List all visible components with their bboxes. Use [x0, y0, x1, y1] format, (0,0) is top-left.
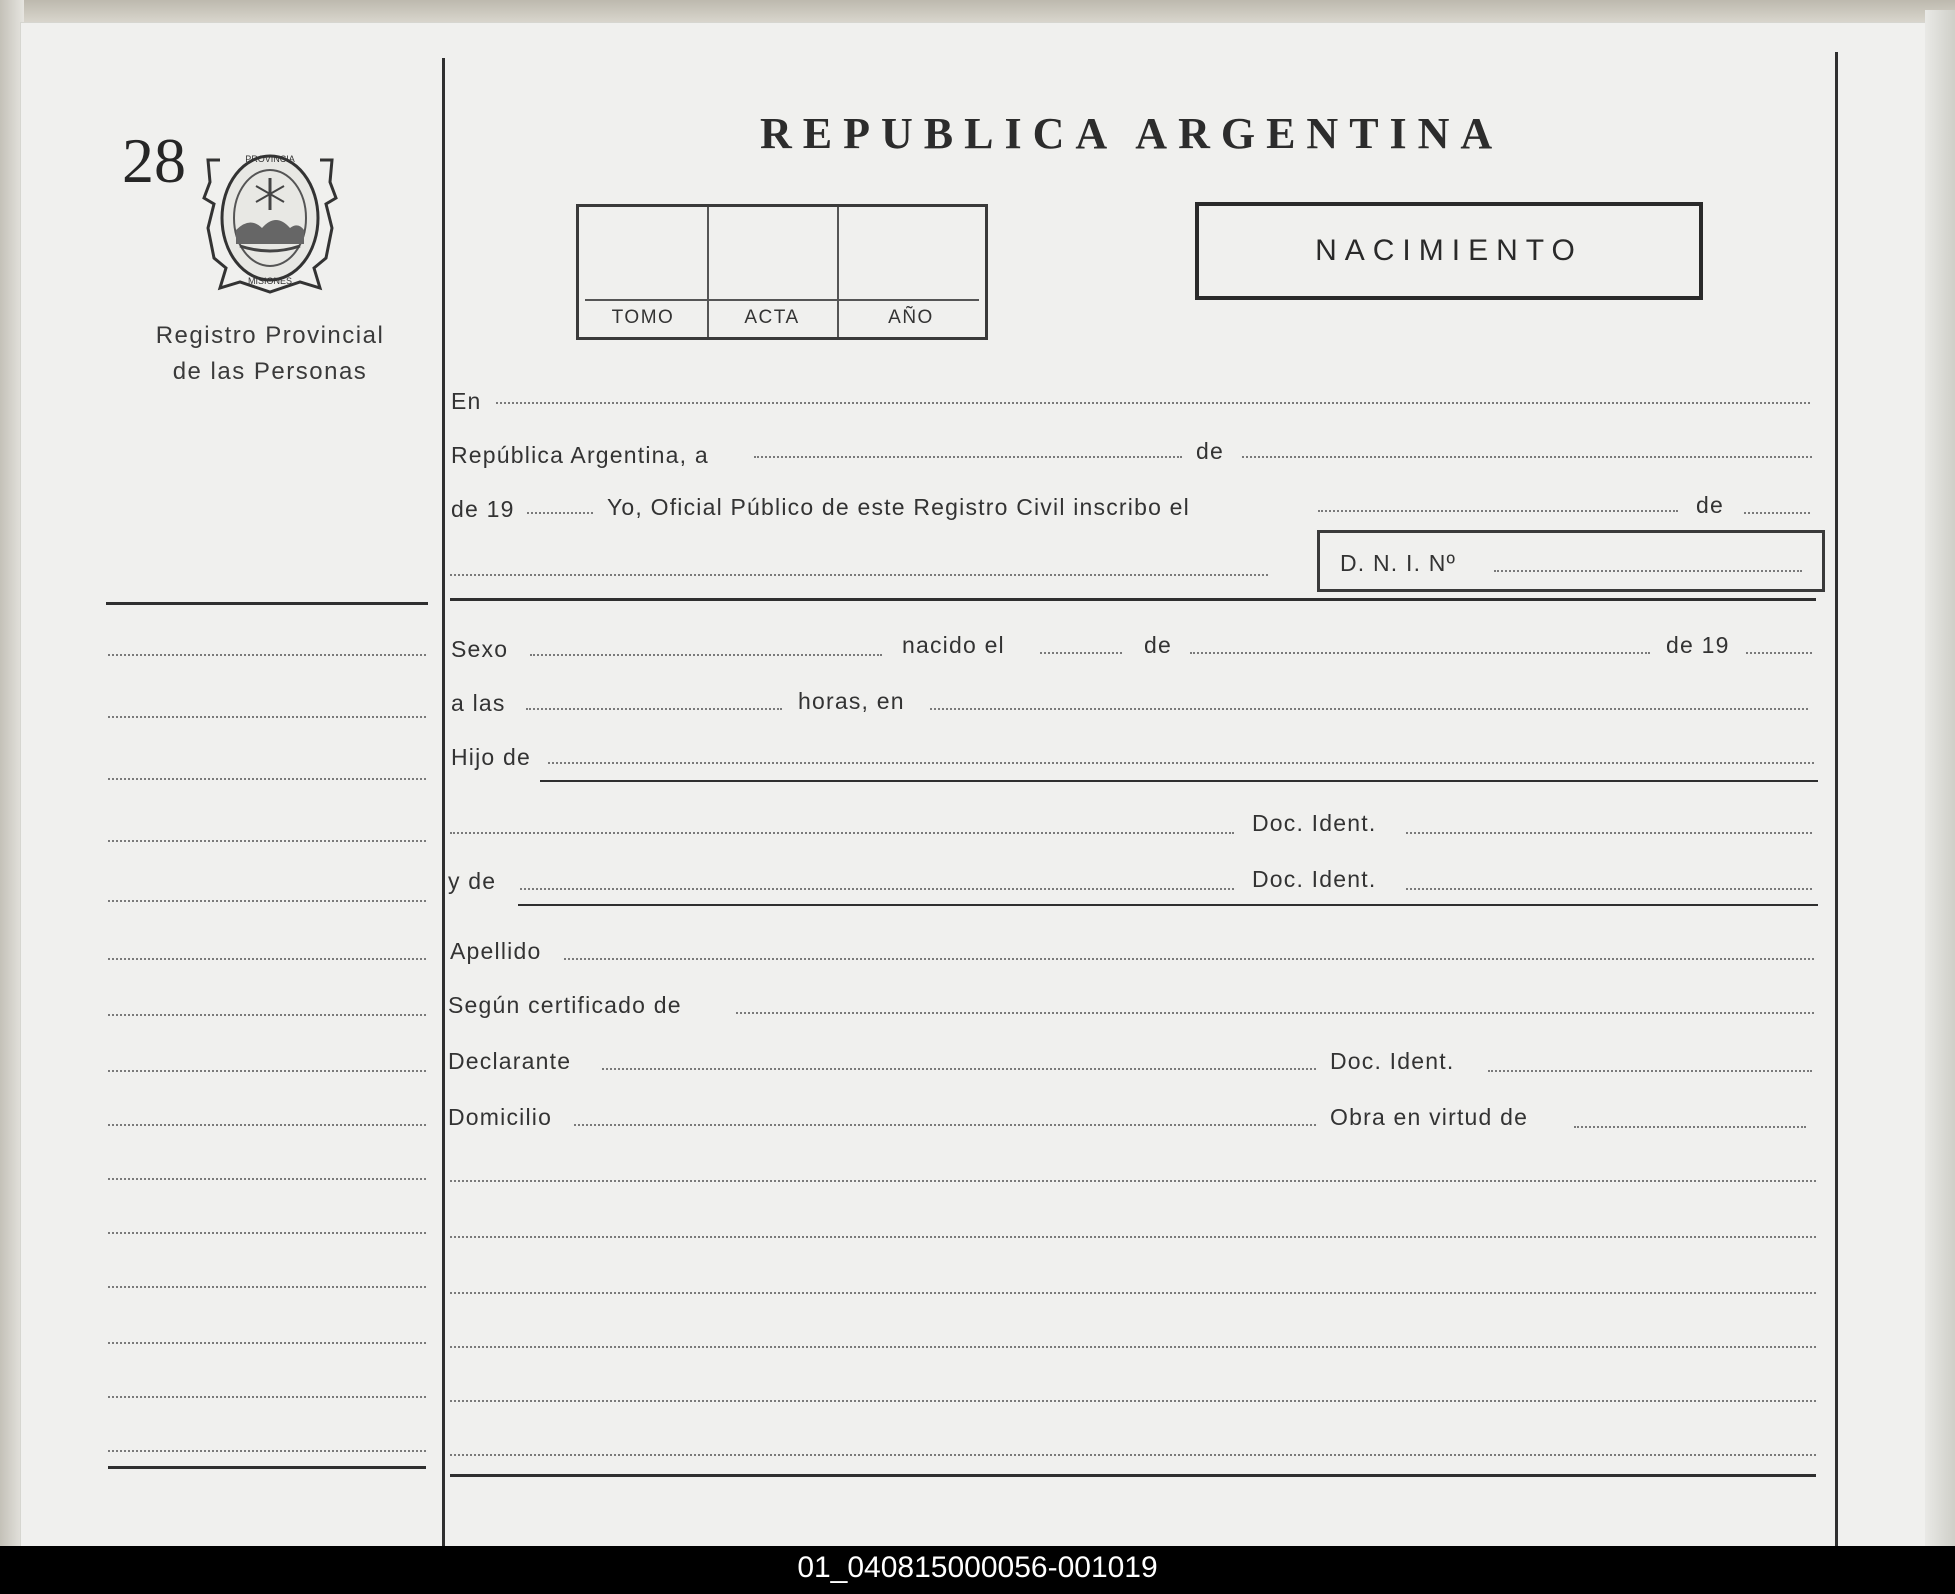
image-code: 01_040815000056-001019: [797, 1551, 1158, 1584]
label-dni: D. N. I. Nº: [1340, 550, 1457, 576]
blank-line[interactable]: [450, 1346, 1816, 1348]
field-sexo[interactable]: [530, 654, 882, 656]
margin-note-line[interactable]: [108, 1286, 426, 1288]
label-nacido-el: nacido el: [902, 632, 1005, 658]
margin-note-line[interactable]: [108, 654, 426, 656]
margin-note-line[interactable]: [108, 1124, 426, 1126]
page-number: 28: [122, 125, 186, 196]
field-father-continued[interactable]: [450, 832, 1234, 834]
label-horas-en: horas, en: [798, 688, 905, 714]
label-domicilio: Domicilio: [448, 1104, 553, 1130]
margin-note-line[interactable]: [108, 958, 426, 960]
field-mother[interactable]: [520, 888, 1234, 890]
field-inscribo-continued[interactable]: [450, 574, 1268, 576]
index-box: [576, 204, 988, 340]
label-apellido: Apellido: [450, 938, 542, 964]
label-doc-ident-3: Doc. Ident.: [1330, 1048, 1455, 1074]
label-obra-en-virtud: Obra en virtud de: [1330, 1104, 1529, 1130]
field-hour[interactable]: [526, 708, 782, 710]
field-en[interactable]: [496, 402, 1810, 404]
blank-line[interactable]: [450, 1454, 1816, 1456]
margin-note-line[interactable]: [108, 778, 426, 780]
field-certificado[interactable]: [736, 1012, 1814, 1014]
registry-line-2: de las Personas: [172, 358, 368, 385]
field-domicilio[interactable]: [574, 1124, 1316, 1126]
ano-label: AÑO: [888, 307, 934, 328]
field-declarante-doc[interactable]: [1488, 1070, 1812, 1072]
label-de-19: de 19: [451, 496, 515, 522]
field-birth-month[interactable]: [1190, 652, 1650, 654]
field-day[interactable]: [754, 456, 1182, 458]
registry-name: [120, 318, 420, 390]
field-obra-en-virtud[interactable]: [1574, 1126, 1806, 1128]
rule-bottom-left: [108, 1466, 426, 1469]
book-binding-top: [0, 0, 1955, 22]
rule-y-de: [518, 904, 1818, 906]
field-month[interactable]: [1242, 456, 1812, 458]
field-mother-doc[interactable]: [1406, 888, 1812, 890]
blank-line[interactable]: [450, 1400, 1816, 1402]
field-birth-day[interactable]: [1040, 652, 1122, 654]
left-column-rule: [442, 58, 445, 1548]
record-type-box: [1195, 202, 1703, 300]
blank-line[interactable]: [450, 1236, 1816, 1238]
page-right-edge: [1925, 10, 1955, 1570]
field-inscribo-month[interactable]: [1744, 512, 1810, 514]
margin-note-line[interactable]: [108, 1178, 426, 1180]
margin-note-line[interactable]: [108, 840, 426, 842]
index-box-separator: [585, 299, 979, 301]
margin-note-line[interactable]: [108, 1232, 426, 1234]
acta-label: ACTA: [744, 307, 800, 328]
margin-note-line[interactable]: [108, 716, 426, 718]
field-declarante[interactable]: [602, 1068, 1316, 1070]
field-father[interactable]: [548, 762, 1814, 764]
page-title: REPUBLICA ARGENTINA: [760, 109, 1504, 158]
field-birth-place[interactable]: [930, 708, 1808, 710]
right-margin-rule: [1835, 52, 1838, 1548]
svg-text:MISIONES: MISIONES: [247, 276, 293, 286]
field-father-doc[interactable]: [1406, 832, 1812, 834]
label-hijo-de: Hijo de: [451, 744, 531, 770]
blank-line[interactable]: [450, 1180, 1816, 1182]
label-y-de: y de: [448, 868, 497, 894]
margin-note-line[interactable]: [108, 1450, 426, 1452]
field-inscribo-day[interactable]: [1318, 510, 1678, 512]
field-dni[interactable]: [1494, 570, 1802, 572]
label-doc-ident-1: Doc. Ident.: [1252, 810, 1377, 836]
field-apellido[interactable]: [564, 958, 1814, 960]
label-de-1: de: [1196, 438, 1224, 464]
label-republica-a: República Argentina, a: [451, 442, 709, 468]
label-segun-certificado: Según certificado de: [448, 992, 682, 1018]
label-doc-ident-2: Doc. Ident.: [1252, 866, 1377, 892]
field-year[interactable]: [527, 512, 593, 514]
margin-note-line[interactable]: [108, 1070, 426, 1072]
label-sexo: Sexo: [451, 636, 509, 662]
label-en: En: [451, 388, 482, 414]
margin-note-line[interactable]: [108, 1342, 426, 1344]
record-type: NACIMIENTO: [1315, 234, 1583, 267]
tomo-label: TOMO: [611, 307, 675, 328]
label-de-2: de: [1696, 492, 1724, 518]
margin-note-line[interactable]: [108, 900, 426, 902]
label-a-las: a las: [451, 690, 506, 716]
rule-hijo-de: [540, 780, 1818, 782]
rule-section-1: [450, 598, 1816, 601]
label-de-3: de: [1144, 632, 1172, 658]
margin-note-line[interactable]: [108, 1396, 426, 1398]
rule-bottom-right: [450, 1474, 1816, 1477]
label-de-19-birth: de 19: [1666, 632, 1730, 658]
misiones-seal-icon: [200, 138, 340, 298]
margin-note-line[interactable]: [108, 1014, 426, 1016]
label-declarante: Declarante: [448, 1048, 572, 1074]
rule-left-top: [106, 602, 428, 605]
label-yo-oficial: Yo, Oficial Público de este Registro Civil inscribo el: [607, 494, 1190, 520]
svg-text:PROVINCIA: PROVINCIA: [245, 154, 295, 164]
registry-line-1: Registro Provincial: [155, 322, 385, 349]
blank-line[interactable]: [450, 1292, 1816, 1294]
field-birth-year[interactable]: [1746, 652, 1812, 654]
